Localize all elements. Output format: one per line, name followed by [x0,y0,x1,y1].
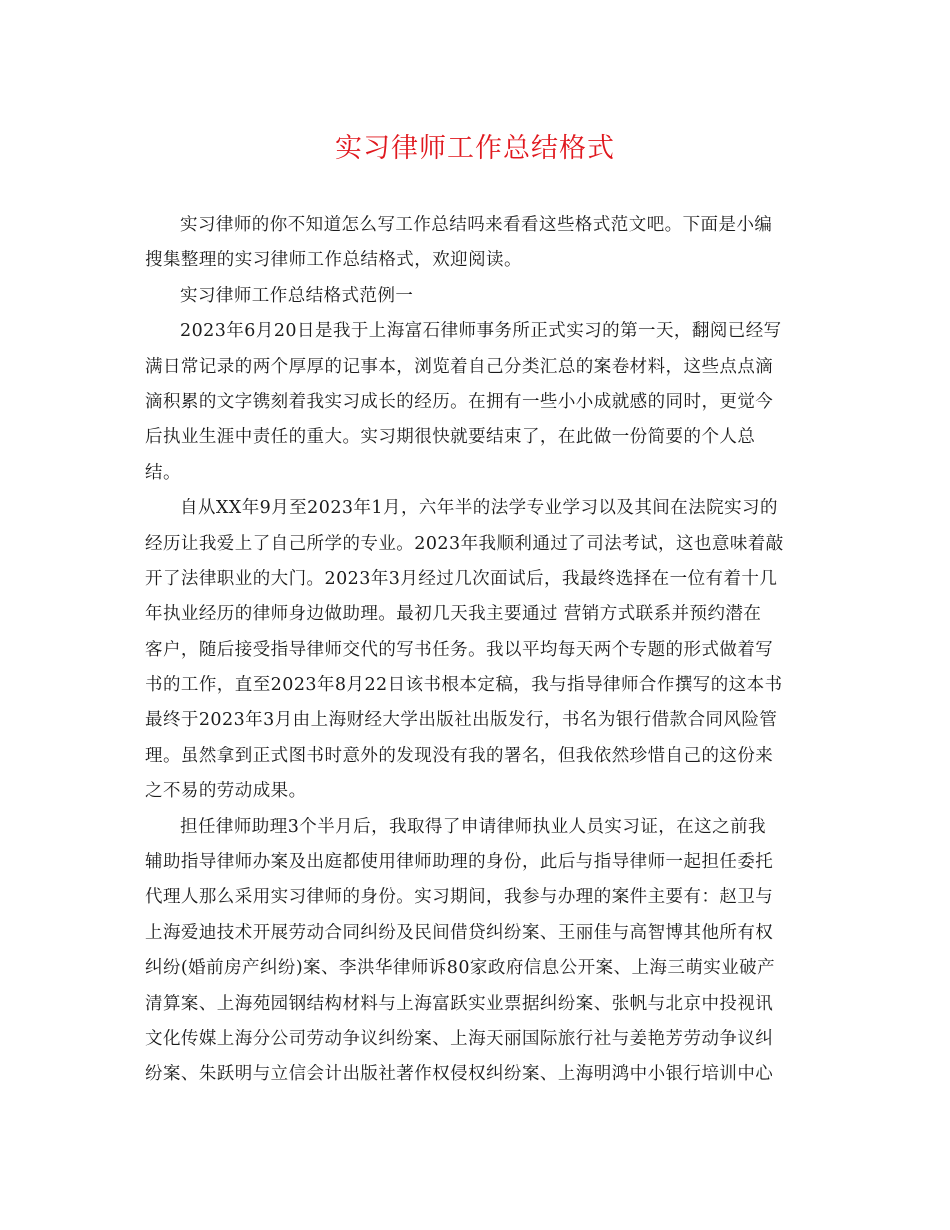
paragraph-background [145,491,815,810]
text-line: 经历让我爱上了自己所学的专业。2023年我顺利通过了司法考试，这也意味着敲 [145,533,784,554]
text-line: 书的工作，直至2023年8月22日该书根本定稿，我与指导律师合作撰写的这本书 [145,675,783,696]
text-line: 年执业经历的律师身边做助理。最初几天我主要通过 营销方式联系并预约潜在 [145,604,762,625]
text-line: 纷案、朱跃明与立信会计出版社著作权侵权纠纷案、上海明鸿中小银行培训中心 [145,1064,774,1085]
paragraph-cases [145,810,815,1093]
text-line: 纠纷(婚前房产纠纷)案、李洪华律师诉80家政府信息公开案、上海三萌实业破产 [145,958,776,979]
text-line: 搜集整理的实习律师工作总结格式，欢迎阅读。 [145,250,522,271]
text-line: 清算案、上海苑园钢结构材料与上海富跃实业票据纠纷案、张帆与北京中投视讯 [145,993,774,1014]
text-line: 满日常记录的两个厚厚的记事本，浏览着自己分类汇总的案卷材料，这些点点滴 [145,356,774,377]
text-line: 自从XX年9月至2023年1月，六年半的法学专业学习以及其间在法院实习的 [180,498,778,519]
text-line: 滴积累的文字镌刻着我实习成长的经历。在拥有一些小小成就感的同时，更觉今 [145,391,774,412]
text-line: 后执业生涯中责任的重大。实习期很快就要结束了，在此做一份简要的个人总 [145,427,756,448]
text-line: 实习律师的你不知道怎么写工作总结吗来看看这些格式范文吧。下面是小编 [180,215,773,235]
text-line: 上海爱迪技术开展劳动合同纠纷及民间借贷纠纷案、王丽佳与高智博其他所有权 [145,922,774,943]
text-line: 代理人那么采用实习律师的身份。实习期间，我参与办理的案件主要有：赵卫与 [145,887,774,908]
document-body [145,208,815,1093]
text-line: 辅助指导律师办案及出庭都使用律师助理的身份，此后与指导律师一起担任委托 [145,852,774,873]
section-heading [145,279,815,314]
text-line: 最终于2023年3月由上海财经大学出版社出版发行，书名为银行借款合同风险管 [145,710,778,731]
text-line: 2023年6月20日是我于上海富石律师事务所正式实习的第一天，翻阅已经写 [180,321,782,342]
document-title: 实习律师工作总结格式 [335,133,615,164]
text-line: 结。 [145,462,181,483]
text-line: 文化传媒上海分公司劳动争议纠纷案、上海天丽国际旅行社与姜艳芳劳动争议纠 [145,1028,774,1049]
paragraph-first-day [145,314,815,491]
text-line: 之不易的劳动成果。 [145,781,307,802]
text-line: 客户，随后接受指导律师交代的写书任务。我以平均每天两个专题的形式做着写 [145,639,774,660]
paragraph-intro [145,208,815,279]
text-line: 实习律师工作总结格式范例一 [180,285,414,306]
text-line: 理。虽然拿到正式图书时意外的发现没有我的署名，但我依然珍惜自己的这份来 [145,745,774,766]
text-line: 担任律师助理3个半月后，我取得了申请律师执业人员实习证，在这之前我 [180,816,766,837]
text-line: 开了法律职业的大门。2023年3月经过几次面试后，我最终选择在一位有着十几 [145,568,778,589]
